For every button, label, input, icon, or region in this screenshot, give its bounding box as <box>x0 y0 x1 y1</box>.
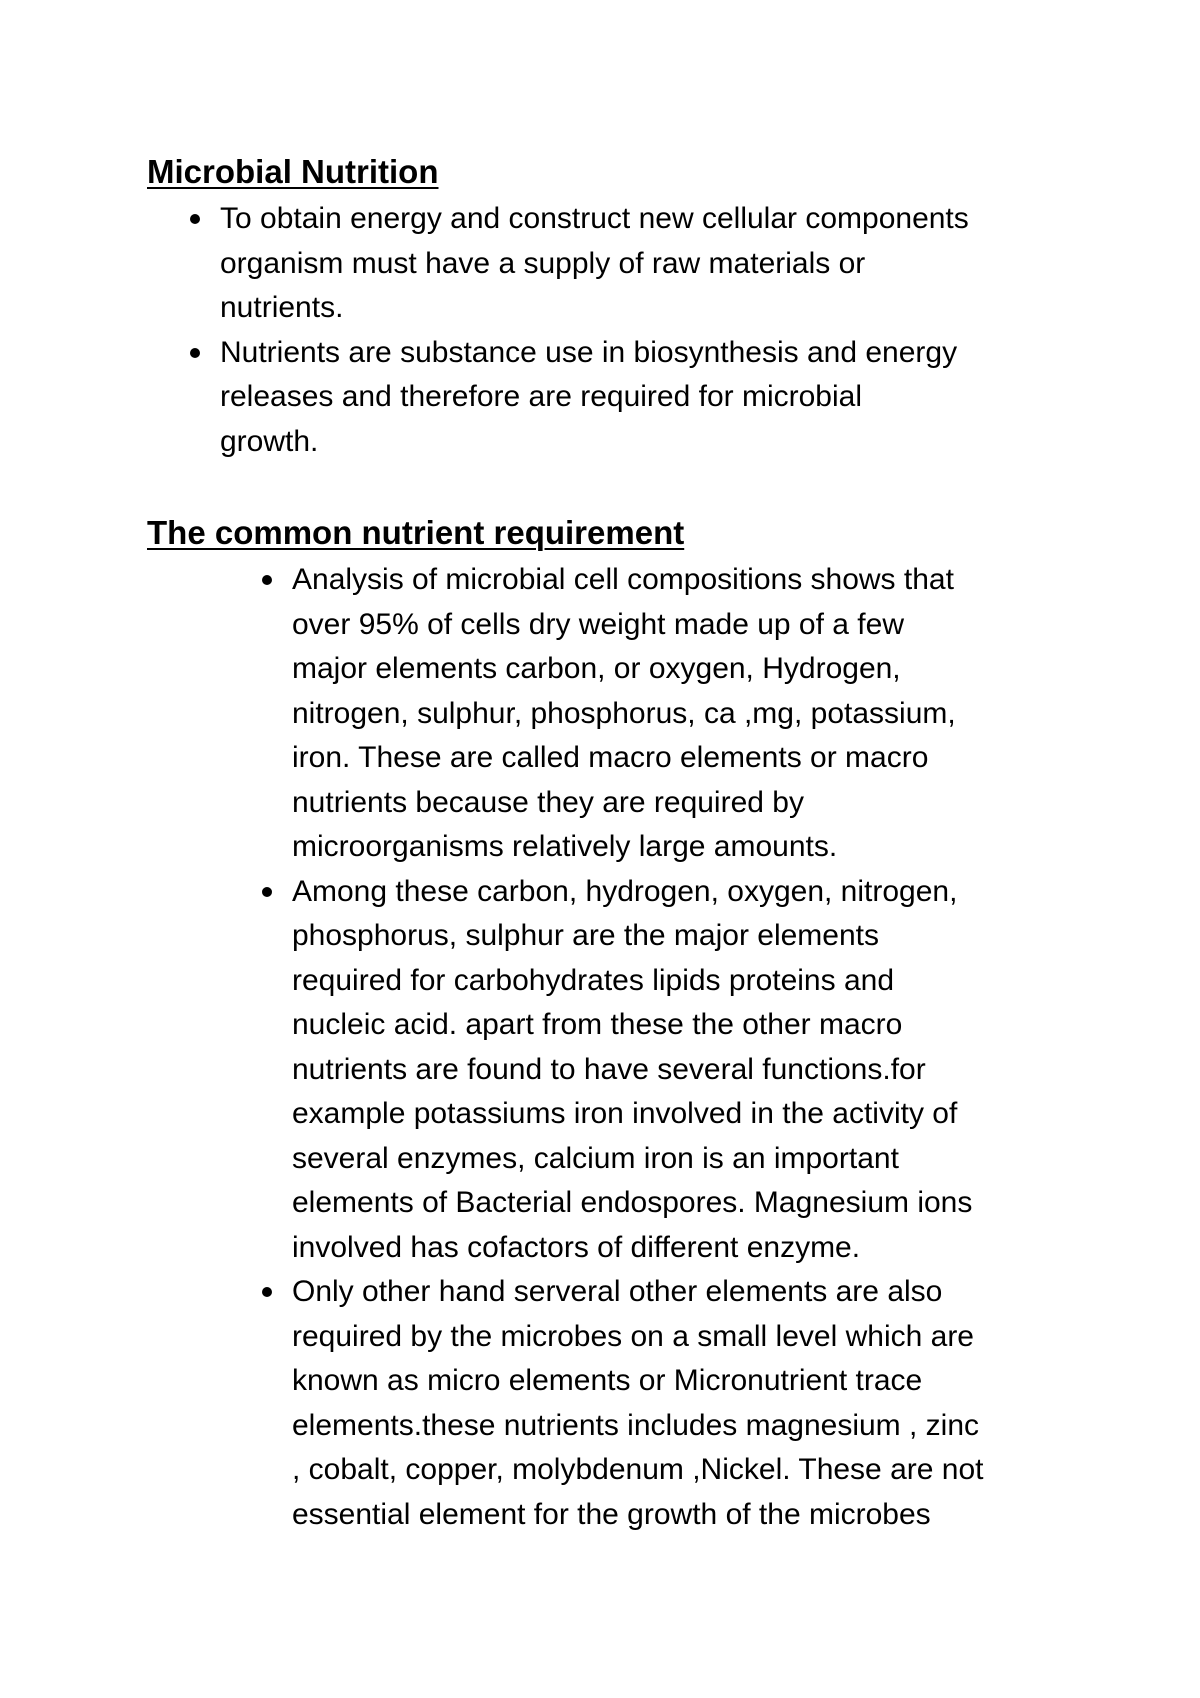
text-line: elements.these nutrients includes magnesium , zinc <box>292 1408 980 1442</box>
text-line: Analysis of microbial cell compositions shows that <box>292 563 954 596</box>
text-line: nutrients. <box>220 291 344 324</box>
list-item <box>292 870 1092 1271</box>
text-line: nutrients are found to have several functions.for <box>292 1052 926 1086</box>
bullet-dot-icon <box>190 214 200 224</box>
bullet-dot-icon <box>190 348 200 358</box>
text-line: Among these carbon, hydrogen, oxygen, nitrogen, <box>292 874 958 908</box>
text-line: organism must have a supply of raw materials or <box>220 246 866 280</box>
text-line: nutrients because they are required by <box>292 785 804 819</box>
text-line: over 95% of cells dry weight made up of a few <box>292 607 904 641</box>
text-line: essential element for the growth of the microbes <box>292 1497 931 1531</box>
text-line: releases and therefore are required for microbial <box>220 380 862 413</box>
bullet-list-microbial-nutrition <box>220 197 1100 464</box>
text-line: nitrogen, sulphur, phosphorus, ca ,mg, potassium, <box>292 696 956 730</box>
section-heading-common-nutrient-requirement: The common nutrient requirement <box>147 514 685 551</box>
list-item <box>292 558 1092 870</box>
text-line: nucleic acid. apart from these the other macro <box>292 1008 903 1041</box>
text-line: Only other hand serveral other elements are also <box>292 1275 943 1308</box>
text-line: required by the microbes on a small level which are <box>292 1319 974 1353</box>
text-line: known as micro elements or Micronutrient trace <box>292 1364 923 1397</box>
bullet-dot-icon <box>262 575 272 585</box>
text-line: elements of Bacterial endospores. Magnesium ions <box>292 1186 973 1219</box>
text-line: example potassiums iron involved in the activity of <box>292 1097 958 1130</box>
list-item <box>220 331 1100 465</box>
text-line: involved has cofactors of different enzyme. <box>292 1230 861 1264</box>
text-line: required for carbohydrates lipids proteins and <box>292 963 895 997</box>
bullet-list-nutrient-requirement <box>292 558 1092 1537</box>
text-line: several enzymes, calcium iron is an important <box>292 1141 899 1175</box>
text-line: Nutrients are substance use in biosynthesis and energy <box>220 335 958 369</box>
section-heading-microbial-nutrition: Microbial Nutrition <box>147 153 439 190</box>
text-line: phosphorus, sulphur are the major elements <box>292 919 879 952</box>
text-line: To obtain energy and construct new cellular components <box>220 202 969 235</box>
bullet-dot-icon <box>262 1287 272 1297</box>
list-item <box>292 1270 1092 1537</box>
text-line: growth. <box>220 424 319 458</box>
bullet-dot-icon <box>262 887 272 897</box>
list-item <box>220 197 1100 331</box>
text-line: iron. These are called macro elements or macro <box>292 741 929 774</box>
text-line: microorganisms relatively large amounts. <box>292 830 838 863</box>
text-line: major elements carbon, or oxygen, Hydrogen, <box>292 652 901 685</box>
text-line: , cobalt, copper, molybdenum ,Nickel. These are not <box>292 1453 984 1486</box>
